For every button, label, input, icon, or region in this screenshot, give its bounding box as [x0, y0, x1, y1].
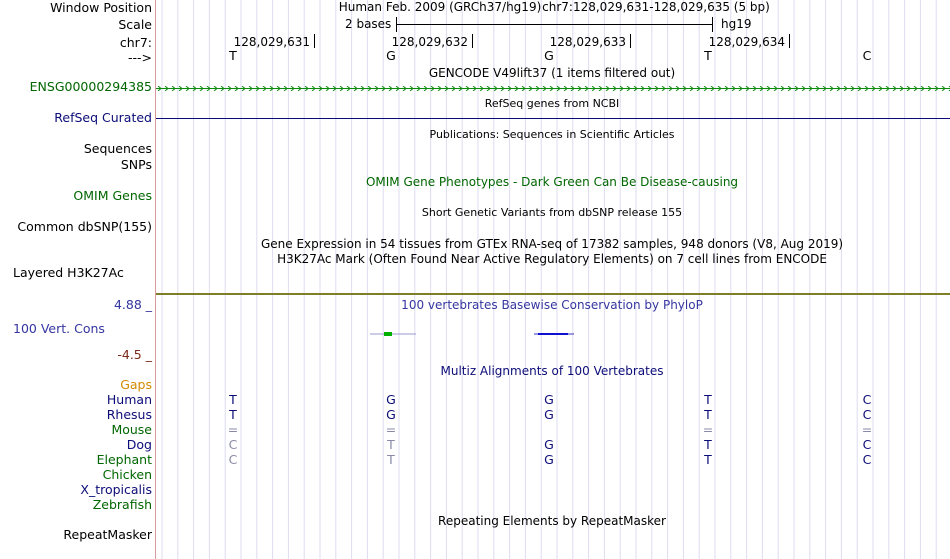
h3k27ac-track-title: H3K27Ac Mark (Often Found Near Active Regulatory Elements) on 7 cell lines from ENCODE — [277, 252, 827, 266]
alignment-base: G — [544, 452, 554, 467]
position-gridlines — [156, 0, 950, 559]
alignment-base: T — [704, 452, 712, 467]
alignment-base: T — [704, 392, 712, 407]
alignment-base: C — [228, 437, 238, 452]
species-label[interactable]: Rhesus — [106, 407, 152, 422]
alignment-base: T — [704, 407, 712, 422]
browser-image-panel[interactable] — [156, 0, 950, 559]
coordinate-label: 128,029,632 — [391, 35, 468, 49]
reference-base: C — [862, 48, 872, 63]
reference-base: T — [229, 48, 237, 63]
coordinate-tick — [472, 34, 473, 48]
dbsnp-track-title: Short Genetic Variants from dbSNP release 155 — [421, 206, 683, 219]
coordinate-tick — [789, 34, 790, 48]
refseq-track-label[interactable]: RefSeq Curated — [54, 110, 152, 125]
species-label[interactable]: Human — [106, 392, 152, 407]
db-name: hg19 — [721, 17, 752, 31]
scale-label: Scale — [118, 17, 152, 32]
alignment-base: T — [704, 437, 712, 452]
phylop-signal — [366, 328, 586, 340]
alignment-base: C — [862, 407, 872, 422]
alignment-base: G — [386, 392, 396, 407]
gencode-track-title: GENCODE V49lift37 (1 items filtered out) — [428, 66, 676, 80]
coordinate-label: 128,029,631 — [233, 35, 310, 49]
alignment-base: C — [862, 392, 872, 407]
alignment-base: T — [229, 407, 237, 422]
h3k27ac-track-label[interactable]: Layered H3K27Ac — [13, 265, 124, 280]
repeatmasker-track-title: Repeating Elements by RepeatMasker — [438, 514, 666, 528]
scale-bar-left-tick — [396, 17, 397, 32]
reference-base: T — [704, 48, 712, 63]
ensg-gene-arrows[interactable] — [156, 86, 950, 91]
species-label[interactable]: Mouse — [111, 422, 152, 437]
alignment-base: C — [228, 452, 238, 467]
alignment-base: T — [387, 452, 395, 467]
species-label[interactable]: Elephant — [96, 452, 152, 467]
alignment-base: G — [544, 407, 554, 422]
chrom-label: chr7: — [119, 35, 152, 50]
snps-label[interactable]: SNPs — [120, 157, 152, 172]
dbsnp-track-label[interactable]: Common dbSNP(155) — [17, 219, 152, 234]
coordinate-label: 128,029,634 — [708, 35, 785, 49]
window-position-label: Window Position — [50, 0, 152, 15]
species-label[interactable]: Dog — [126, 437, 152, 452]
species-label[interactable]: Zebrafish — [92, 497, 152, 512]
phylop-track-title: 100 vertebrates Basewise Conservation by PhyloP — [401, 298, 703, 312]
reference-base: G — [544, 48, 554, 63]
refseq-gene-line[interactable] — [156, 118, 950, 119]
publications-track-title: Publications: Sequences in Scientific Articles — [429, 128, 675, 141]
alignment-base: C — [862, 452, 872, 467]
scale-text: 2 bases — [345, 17, 392, 31]
species-label[interactable]: X_tropicalis — [80, 482, 152, 497]
omim-track-label[interactable]: OMIM Genes — [73, 188, 152, 203]
alignment-base: T — [387, 437, 395, 452]
ensg-track-label[interactable]: ENSG00000294385 — [29, 79, 152, 94]
h3k27ac-signal-baseline — [156, 293, 950, 295]
refseq-track-title: RefSeq genes from NCBI — [484, 97, 620, 110]
alignment-base: = — [227, 422, 239, 437]
coordinate-label: 128,029,633 — [549, 35, 626, 49]
sequences-label[interactable]: Sequences — [83, 141, 152, 156]
phylop-max-label: 4.88 _ — [113, 297, 152, 312]
scale-bar — [396, 24, 713, 25]
multiz-track-title: Multiz Alignments of 100 Vertebrates — [440, 364, 664, 378]
alignment-base: T — [229, 392, 237, 407]
repeatmasker-track-label[interactable]: RepeatMasker — [63, 527, 152, 542]
alignment-base: C — [862, 437, 872, 452]
alignment-base: G — [544, 392, 554, 407]
scale-bar-right-tick — [712, 17, 713, 32]
alignment-base: = — [385, 422, 397, 437]
alignment-base: = — [702, 422, 714, 437]
alignment-base: G — [386, 407, 396, 422]
coordinate-tick — [630, 34, 631, 48]
assembly-title: Human Feb. 2009 (GRCh37/hg19) — [338, 0, 542, 14]
alignment-base: = — [861, 422, 873, 437]
window-position-readout: chr7:128,029,631-128,029,635 (5 bp) — [542, 0, 770, 14]
reference-base: G — [386, 48, 396, 63]
species-label[interactable]: Chicken — [102, 467, 152, 482]
phylop-track-label[interactable]: 100 Vert. Cons — [13, 321, 105, 336]
omim-track-title: OMIM Gene Phenotypes - Dark Green Can Be Disease-causing — [365, 175, 739, 189]
gtex-track-title: Gene Expression in 54 tissues from GTEx RNA-seq of 17382 samples, 948 donors (V8, Aug 2019) — [260, 237, 844, 251]
phylop-min-label: -4.5 _ — [117, 347, 152, 362]
coordinate-tick — [314, 34, 315, 48]
alignment-base: G — [544, 437, 554, 452]
track-labels-panel — [0, 0, 155, 559]
gaps-label: Gaps — [120, 377, 152, 392]
direction-label: ---> — [127, 50, 152, 65]
